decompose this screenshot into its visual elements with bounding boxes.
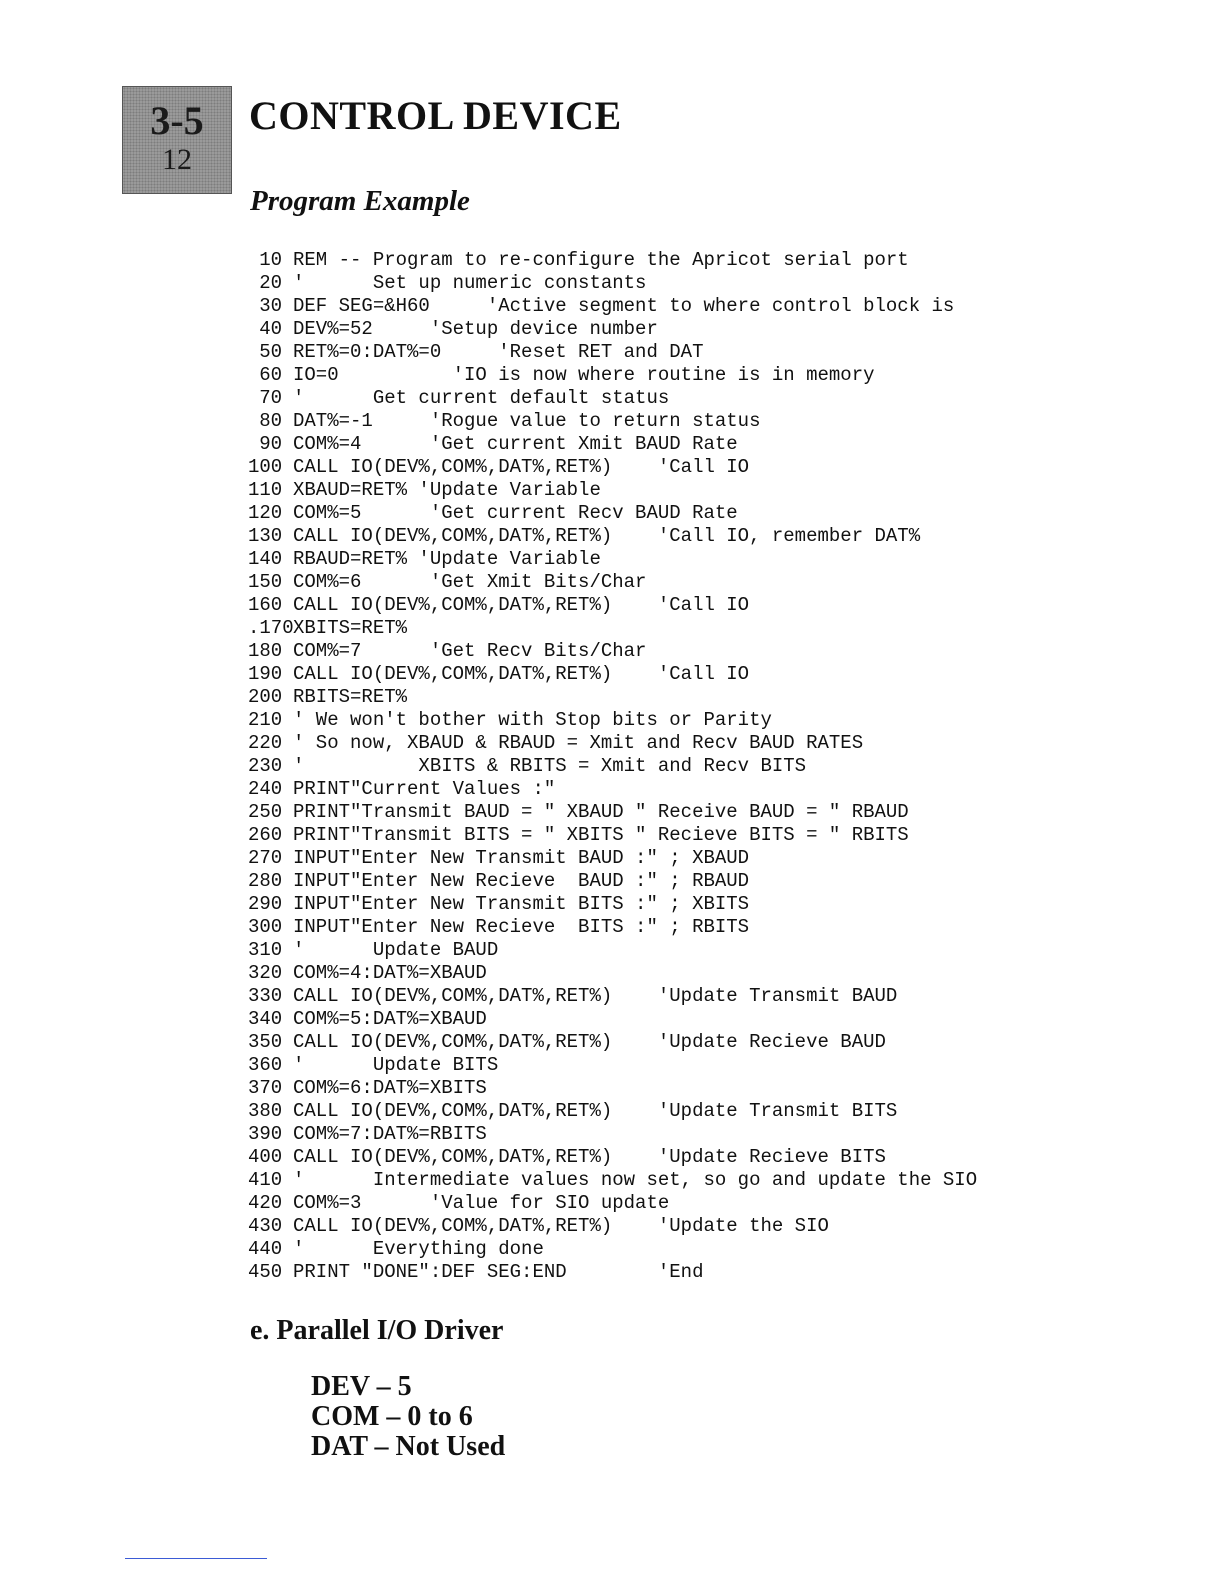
line-code: COM%=4 'Get current Xmit BAUD Rate — [293, 433, 738, 455]
code-line — [248, 479, 977, 502]
code-line — [248, 594, 977, 617]
code-line — [248, 732, 977, 755]
line-code: INPUT"Enter New Recieve BITS :" ; RBITS — [293, 916, 750, 938]
line-code: ' Everything done — [293, 1238, 544, 1260]
code-line — [248, 456, 977, 479]
code-line — [248, 847, 977, 870]
line-number: 390 — [248, 1123, 283, 1145]
param-dat: DAT – Not Used — [311, 1431, 506, 1462]
line-code: COM%=7 'Get Recv Bits/Char — [293, 640, 647, 662]
code-line — [248, 433, 977, 456]
line-code: RBAUD=RET% 'Update Variable — [293, 548, 601, 570]
code-line — [248, 571, 977, 594]
footer-rule — [125, 1558, 267, 1559]
code-line — [248, 617, 977, 640]
line-number: 110 — [248, 479, 283, 501]
line-code: COM%=3 'Value for SIO update — [293, 1192, 670, 1214]
code-line — [248, 1146, 977, 1169]
line-code: DAT%=-1 'Rogue value to return status — [293, 410, 761, 432]
line-number: 400 — [248, 1146, 283, 1168]
code-line — [248, 824, 977, 847]
section-tab — [122, 86, 232, 194]
code-line — [248, 502, 977, 525]
line-code: PRINT"Transmit BAUD = " XBAUD " Receive BAUD = " RBAUD — [293, 801, 909, 823]
code-line — [248, 778, 977, 801]
code-line — [248, 1169, 977, 1192]
line-number: 220 — [248, 732, 283, 754]
line-code: RBITS=RET% — [293, 686, 408, 708]
line-code: ' Update BAUD — [293, 939, 499, 961]
line-code: CALL IO(DEV%,COM%,DAT%,RET%) 'Call IO — [293, 594, 750, 616]
code-line — [248, 962, 977, 985]
line-number: 160 — [248, 594, 283, 616]
line-code: CALL IO(DEV%,COM%,DAT%,RET%) 'Update Recieve BITS — [293, 1146, 886, 1168]
line-code: ' Update BITS — [293, 1054, 499, 1076]
code-line — [248, 893, 977, 916]
line-number: 270 — [248, 847, 283, 869]
line-number: 10 — [259, 249, 282, 271]
code-line — [248, 364, 977, 387]
line-number: 40 — [259, 318, 282, 340]
line-number: 260 — [248, 824, 283, 846]
code-line — [248, 272, 977, 295]
code-line — [248, 1077, 977, 1100]
code-line — [248, 755, 977, 778]
code-line — [248, 709, 977, 732]
code-line — [248, 916, 977, 939]
code-line — [248, 939, 977, 962]
code-line — [248, 525, 977, 548]
code-line — [248, 548, 977, 571]
code-line — [248, 410, 977, 433]
line-code: CALL IO(DEV%,COM%,DAT%,RET%) 'Call IO — [293, 456, 750, 478]
code-line — [248, 1031, 977, 1054]
line-number: 320 — [248, 962, 283, 984]
line-code: COM%=7:DAT%=RBITS — [293, 1123, 487, 1145]
line-number: 370 — [248, 1077, 283, 1099]
code-line — [248, 870, 977, 893]
code-line — [248, 1261, 977, 1284]
line-number: 200 — [248, 686, 283, 708]
page-title: CONTROL DEVICE — [249, 93, 622, 138]
line-number: 50 — [259, 341, 282, 363]
line-number: 450 — [248, 1261, 283, 1283]
code-line — [248, 1100, 977, 1123]
line-number: 290 — [248, 893, 283, 915]
code-line — [248, 640, 977, 663]
code-line — [248, 1054, 977, 1077]
line-code: COM%=4:DAT%=XBAUD — [293, 962, 487, 984]
line-code: CALL IO(DEV%,COM%,DAT%,RET%) 'Update Transmit BITS — [293, 1100, 898, 1122]
line-number: 250 — [248, 801, 283, 823]
line-code: INPUT"Enter New Recieve BAUD :" ; RBAUD — [293, 870, 750, 892]
code-line — [248, 1008, 977, 1031]
program-listing — [248, 249, 977, 1284]
line-number: 90 — [259, 433, 282, 455]
line-code: ' So now, XBAUD & RBAUD = Xmit and Recv BAUD RATES — [293, 732, 864, 754]
line-number: 440 — [248, 1238, 283, 1260]
line-number: 150 — [248, 571, 283, 593]
line-code: ' We won't bother with Stop bits or Parity — [293, 709, 772, 731]
code-line — [248, 318, 977, 341]
line-code: INPUT"Enter New Transmit BAUD :" ; XBAUD — [293, 847, 750, 869]
page-subtitle: Program Example — [250, 185, 470, 217]
line-code: PRINT "DONE":DEF SEG:END 'End — [293, 1261, 704, 1283]
line-number: 240 — [248, 778, 283, 800]
section-number: 3-5 — [150, 98, 204, 143]
line-number: 190 — [248, 663, 283, 685]
line-number: 430 — [248, 1215, 283, 1237]
line-code: XBITS=RET% — [293, 617, 408, 639]
line-code: CALL IO(DEV%,COM%,DAT%,RET%) 'Call IO, remember DAT% — [293, 525, 921, 547]
line-code: COM%=6 'Get Xmit Bits/Char — [293, 571, 647, 593]
line-number: 20 — [259, 272, 282, 294]
line-number: 360 — [248, 1054, 283, 1076]
line-number: 100 — [248, 456, 283, 478]
line-code: ' Get current default status — [293, 387, 670, 409]
line-number: 60 — [259, 364, 282, 386]
line-number: 330 — [248, 985, 283, 1007]
param-dev: DEV – 5 — [311, 1371, 412, 1402]
line-code: ' XBITS & RBITS = Xmit and Recv BITS — [293, 755, 807, 777]
line-code: ' Intermediate values now set, so go and update the SIO — [293, 1169, 978, 1191]
code-line — [248, 249, 977, 272]
line-number: 420 — [248, 1192, 283, 1214]
line-code: XBAUD=RET% 'Update Variable — [293, 479, 601, 501]
code-line — [248, 663, 977, 686]
line-number: 350 — [248, 1031, 283, 1053]
line-number: 80 — [259, 410, 282, 432]
line-code: REM -- Program to re-configure the Apricot serial port — [293, 249, 909, 271]
line-number: 310 — [248, 939, 283, 961]
line-code: ' Set up numeric constants — [293, 272, 647, 294]
line-number: 300 — [248, 916, 283, 938]
line-code: DEF SEG=&H60 'Active segment to where control block is — [293, 295, 955, 317]
code-line — [248, 1238, 977, 1261]
line-number: 140 — [248, 548, 283, 570]
line-code: CALL IO(DEV%,COM%,DAT%,RET%) 'Call IO — [293, 663, 750, 685]
line-number: 280 — [248, 870, 283, 892]
code-line — [248, 985, 977, 1008]
line-code: RET%=0:DAT%=0 'Reset RET and DAT — [293, 341, 704, 363]
code-line — [248, 801, 977, 824]
line-code: IO=0 'IO is now where routine is in memory — [293, 364, 875, 386]
line-code: DEV%=52 'Setup device number — [293, 318, 658, 340]
code-line — [248, 341, 977, 364]
line-code: COM%=6:DAT%=XBITS — [293, 1077, 487, 1099]
line-code: INPUT"Enter New Transmit BITS :" ; XBITS — [293, 893, 750, 915]
line-number: 210 — [248, 709, 283, 731]
line-number: 70 — [259, 387, 282, 409]
parameter-list — [311, 1372, 505, 1462]
code-line — [248, 1123, 977, 1146]
code-line — [248, 295, 977, 318]
line-code: COM%=5:DAT%=XBAUD — [293, 1008, 487, 1030]
line-number: 340 — [248, 1008, 283, 1030]
line-code: PRINT"Current Values :" — [293, 778, 556, 800]
line-number: 230 — [248, 755, 283, 777]
line-code: CALL IO(DEV%,COM%,DAT%,RET%) 'Update the SIO — [293, 1215, 829, 1237]
line-number: 380 — [248, 1100, 283, 1122]
line-number: 120 — [248, 502, 283, 524]
page-number: 12 — [162, 143, 192, 176]
line-number: 130 — [248, 525, 283, 547]
line-number: 180 — [248, 640, 283, 662]
code-line — [248, 1192, 977, 1215]
code-line — [248, 387, 977, 410]
line-number: 410 — [248, 1169, 283, 1191]
line-code: CALL IO(DEV%,COM%,DAT%,RET%) 'Update Transmit BAUD — [293, 985, 898, 1007]
section-heading: e. Parallel I/O Driver — [250, 1315, 504, 1346]
line-number: 30 — [259, 295, 282, 317]
line-code: CALL IO(DEV%,COM%,DAT%,RET%) 'Update Recieve BAUD — [293, 1031, 886, 1053]
code-line — [248, 1215, 977, 1238]
code-line — [248, 686, 977, 709]
param-com: COM – 0 to 6 — [311, 1401, 473, 1432]
line-number: .170 — [248, 617, 294, 639]
line-code: PRINT"Transmit BITS = " XBITS " Recieve BITS = " RBITS — [293, 824, 909, 846]
line-code: COM%=5 'Get current Recv BAUD Rate — [293, 502, 738, 524]
